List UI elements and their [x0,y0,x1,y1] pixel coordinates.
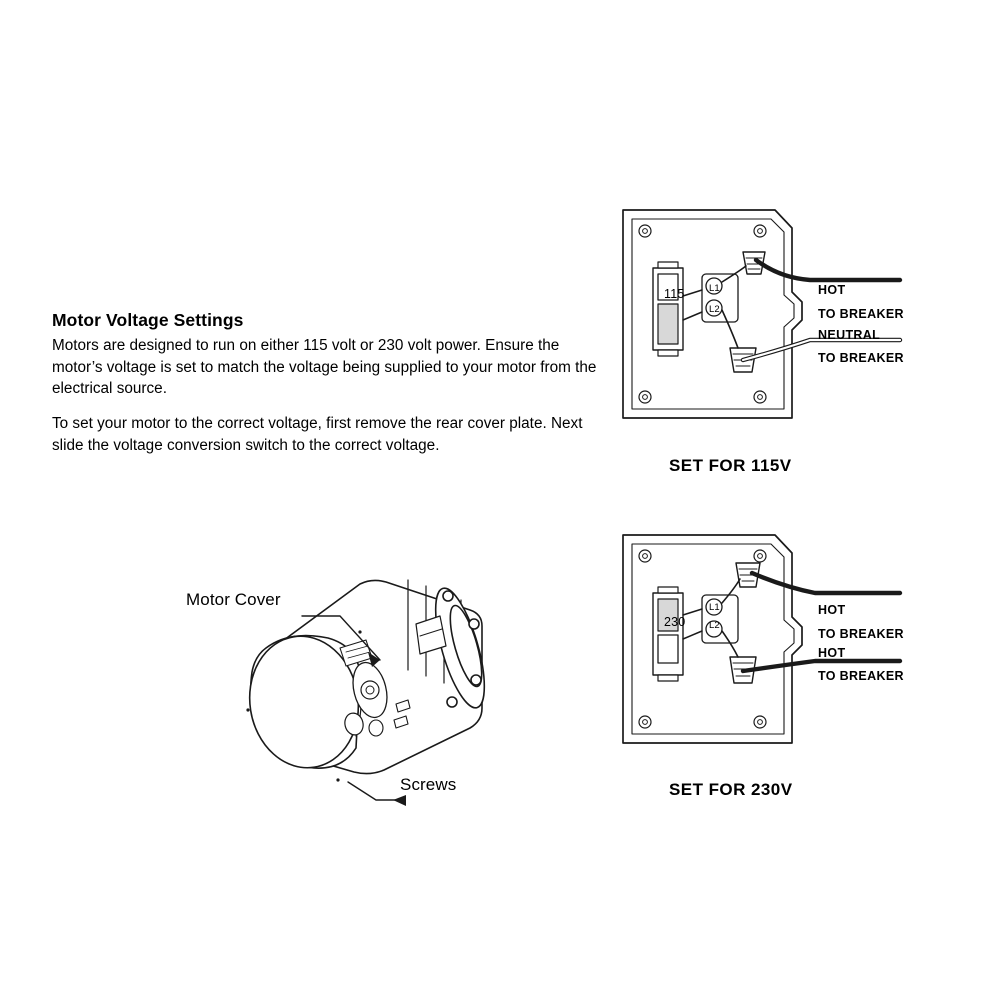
terminal-label-l2-115: L2 [709,304,720,315]
wire-label-neutral-115: NEUTRAL [818,328,881,342]
motor-illustration [180,520,580,820]
wire-label-hot-230-b: HOT [818,646,846,660]
switch-value-230: 230 [664,615,686,629]
diagram-caption-115v: SET FOR 115V [669,456,792,475]
switch-value-115: 115 [664,287,685,301]
diagram-caption-230v: SET FOR 230V [669,780,793,799]
wire-label-to-breaker-230-b: TO BREAKER [818,669,904,683]
wire-label-hot-230-a: HOT [818,603,846,617]
terminal-label-l1-230: L1 [709,602,720,613]
wire-label-to-breaker-115-a: TO BREAKER [818,307,904,321]
wire-label-to-breaker-230-a: TO BREAKER [818,627,904,641]
terminal-label-l2-230: L2 [709,620,720,631]
motor-cover-label: Motor Cover [186,590,281,609]
wiring-diagram-115v-drawing [610,200,990,450]
terminal-label-l1-115: L1 [709,283,720,294]
wiring-diagram-230v-drawing [610,525,990,775]
motor-drawing [180,520,580,820]
body-paragraph-2: To set your motor to the correct voltage, first remove the rear cover plate. Next slide the voltage conversion switch to the correct voltage. [52,415,583,454]
wire-label-to-breaker-115-b: TO BREAKER [818,351,904,365]
motor-voltage-settings-text-block [52,310,597,469]
wire-label-hot-115: HOT [818,283,846,297]
body-paragraph-1: Motors are designed to run on either 115 volt or 230 volt power. Ensure the motor’s voltage is set to match the voltage being supplied to your motor from the electrical source. [52,336,597,398]
page-title: Motor Voltage Settings [52,310,244,330]
wiring-diagram-230v [610,525,990,775]
wiring-diagram-115v [610,200,990,450]
screws-label: Screws [400,775,457,794]
